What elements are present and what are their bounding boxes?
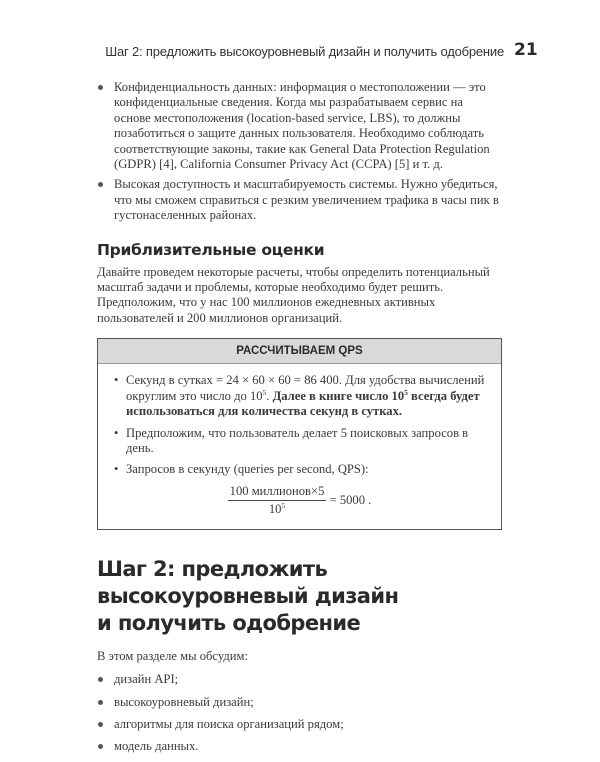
section-title: Шаг 2: предложить высокоуровневый дизайн и получить одобрение [97, 556, 399, 635]
section-intro: В этом разделе мы обсудим: [97, 648, 248, 663]
qps-box-title: РАССЧИТЫВАЕМ QPS [98, 339, 501, 364]
requirements-list [97, 80, 502, 224]
formula-fraction [228, 484, 327, 517]
list-item: модель данных. [97, 739, 502, 754]
estimates-paragraph: Давайте проведем некоторые расчеты, чтобы определить потенциальный масштаб задачи и проблемы, которые необходимо будет решить. Предположим, что у нас 100 миллионов ежедневных активных пользователей и 200 миллионов организаций. [97, 264, 490, 325]
qps-formula [114, 484, 485, 517]
list-item: • Запросов в секунду (queries per second, QPS): [114, 462, 485, 477]
estimates-heading: Приблизительные оценки [97, 240, 325, 259]
topics-list [97, 672, 502, 755]
list-item: Конфиденциальность данных: информация о местоположении — это конфиденциальные сведения. Когда мы разрабатываем сервис на основе местоположения (location-based service, LBS), то должны позаботиться о защите данных пользователя. Необходимо соблюдать соответствующие законы, такие как General Data Protection Regulation (GDPR) [4], California Consumer Privacy Act (CCPA) [5] и т. д. [97, 80, 502, 172]
qps-list [114, 373, 485, 477]
page-number: 21 [514, 40, 538, 60]
running-header: Шаг 2: предложить высокоуровневый дизайн и получить одобрение [105, 44, 504, 59]
list-item: высокоуровневый дизайн; [97, 695, 502, 710]
list-item: алгоритмы для поиска организаций рядом; [97, 717, 502, 732]
page-content [97, 80, 502, 762]
list-item: • Секунд в сутках = 24 × 60 × 60 = 86 400. Для удобства вычислений округлим это число до $10^5$. Далее в книге число $10^5$ всегда будет использоваться для количества секунд в сутках. [114, 373, 485, 419]
qps-sidebar-box [97, 338, 502, 529]
formula-result: = 5000 . [329, 492, 372, 507]
list-item: дизайн API; [97, 672, 502, 687]
formula-numerator: 100 миллионов×5 [228, 484, 327, 501]
list-item: • Предположим, что пользователь делает 5 поисковых запросов в день. [114, 426, 485, 457]
list-item: Высокая доступность и масштабируемость системы. Нужно убедиться, что мы сможем справиться с резким увеличением трафика в часы пик в густонаселенных районах. [97, 177, 502, 223]
formula-denominator: $10^5$ [268, 500, 286, 516]
